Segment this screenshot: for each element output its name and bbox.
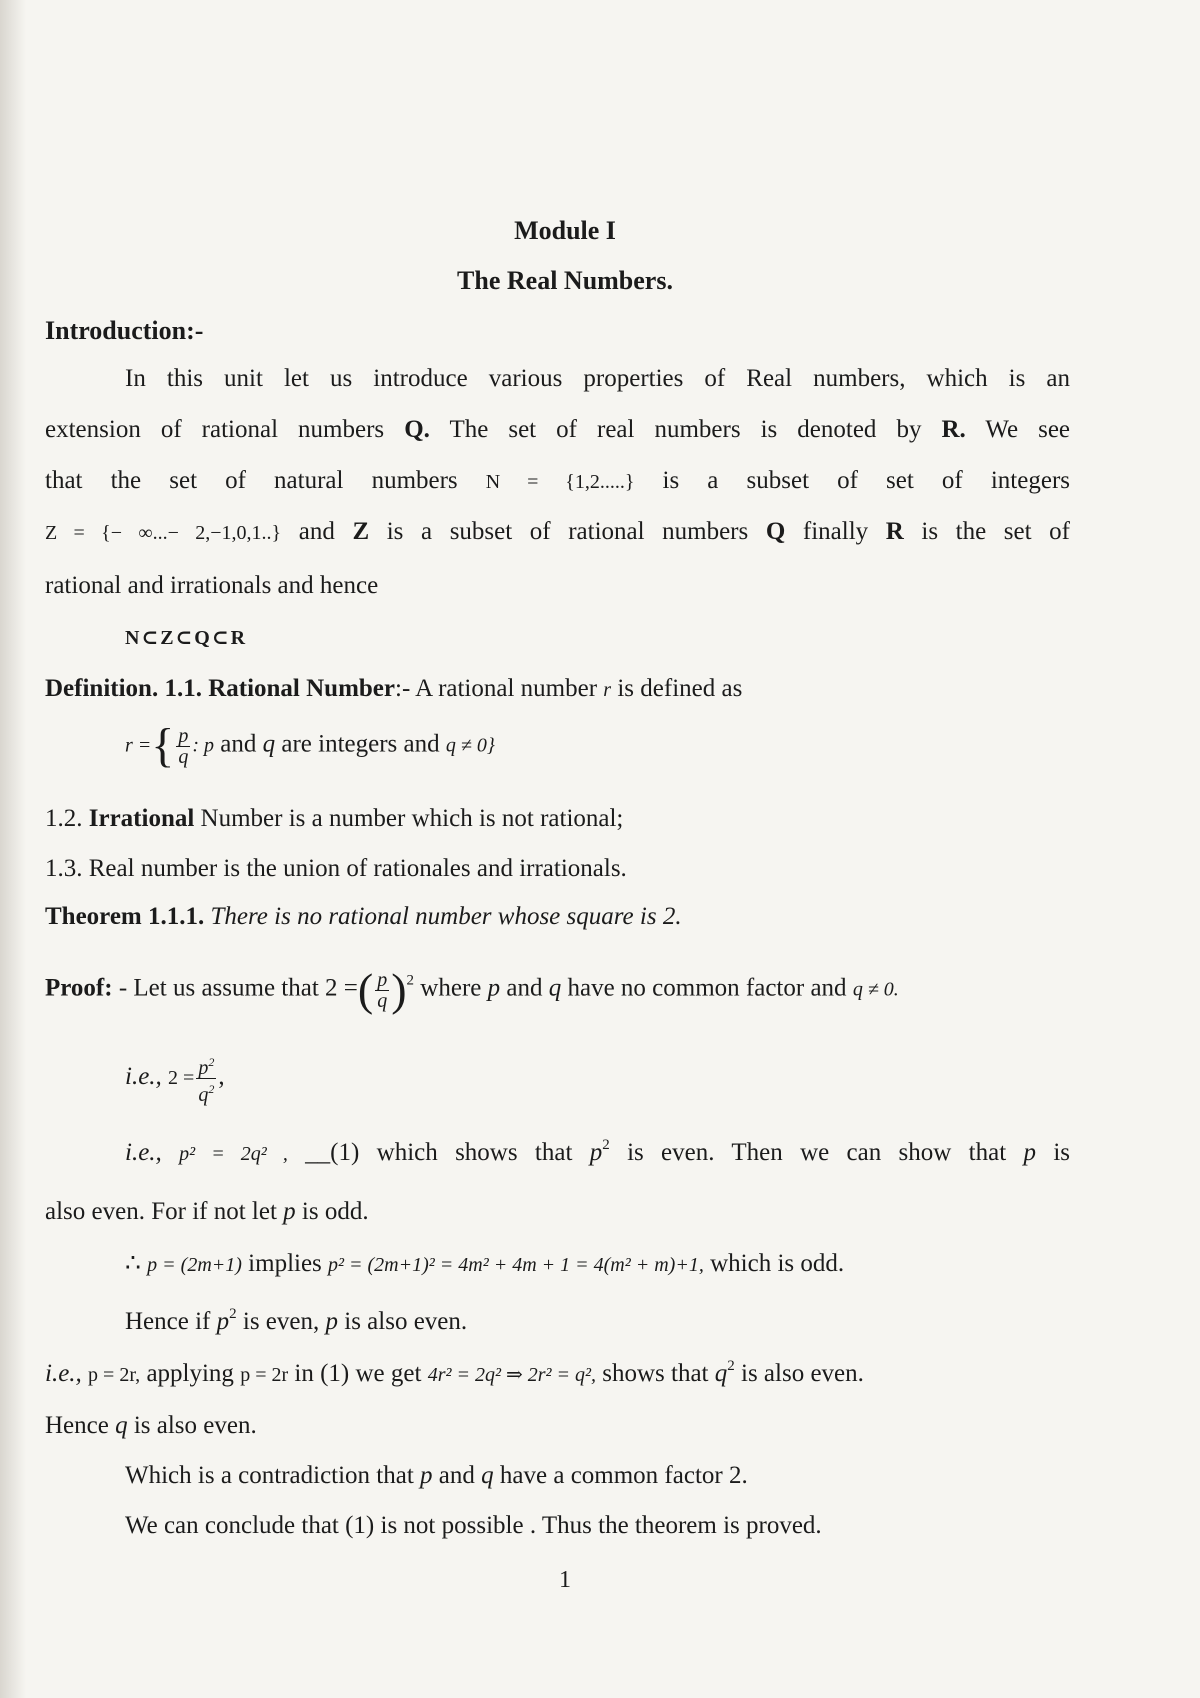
page-edge-shadow (0, 0, 26, 1698)
intro-line-3: that the set of natural numbers N = {1,2.....} is a subset of set of integers (45, 467, 1070, 494)
real-number-item: 1.3. Real number is the union of rationales and irrationals. (45, 855, 627, 882)
proof-odd-assumption: also even. For if not let p is odd. (45, 1198, 369, 1225)
proof-line-1: Proof: - Let us assume that 2 =( $\frac{p}{q}$ )$^2$ where p and q have no common factor and q ≠ 0. (45, 964, 899, 1015)
set-inclusion-chain: N⊂Z⊂Q⊂R (125, 627, 248, 649)
proof-substitution: i.e., p = 2r, applying p = 2r in (1) we get 4r² = 2q² ⇒ 2r² = q², shows that $q^2$ is also even. (45, 1358, 864, 1387)
proof-hence-p-even: Hence if $p^2$ is even, p is also even. (125, 1306, 468, 1335)
introduction-heading: Introduction:- (45, 316, 204, 345)
page-number: 1 (559, 1567, 571, 1593)
page-title: The Real Numbers. (457, 266, 673, 295)
irrational-number-item: 1.2. Irrational Number is a number which is not rational; (45, 805, 624, 832)
proof-contradiction: Which is a contradiction that p and q have a common factor 2. (125, 1462, 748, 1489)
rational-number-formula: r ={ $\frac{p}{q}$ : p and q are integers and q ≠ 0} (125, 719, 495, 772)
intro-line-5: rational and irrationals and hence (45, 572, 379, 599)
proof-hence-q-even: Hence q is also even. (45, 1412, 257, 1439)
proof-eq-2: i.e., p² = 2q² , __(1) which shows that $p^2$ is even. Then we can show that p is (125, 1137, 1071, 1166)
definition-line: Definition. 1.1. Rational Number:- A rational number r is defined as (45, 675, 743, 702)
proof-eq-1: i.e., 2 = $\frac{p^2}{q^2}$ , (125, 1052, 225, 1105)
intro-line-1: In this unit let us introduce various properties of Real numbers, which is an (125, 365, 1070, 392)
proof-odd-expansion: ∴ p = (2m+1) implies p² = (2m+1)² = 4m² + 4m + 1 = 4(m² + m)+1, which is odd. (125, 1250, 845, 1277)
intro-line-2: extension of rational numbers Q. The set of real numbers is denoted by R. We see (45, 416, 1071, 443)
theorem-statement: Theorem 1.1.1. There is no rational number whose square is 2. (45, 903, 682, 930)
module-heading: Module I (514, 216, 616, 245)
proof-conclusion: We can conclude that (1) is not possible . Thus the theorem is proved. (125, 1512, 822, 1539)
intro-line-4: Z = {− ∞...− 2,−1,0,1..} and Z is a subset of rational numbers Q finally R is the set of (45, 518, 1070, 545)
